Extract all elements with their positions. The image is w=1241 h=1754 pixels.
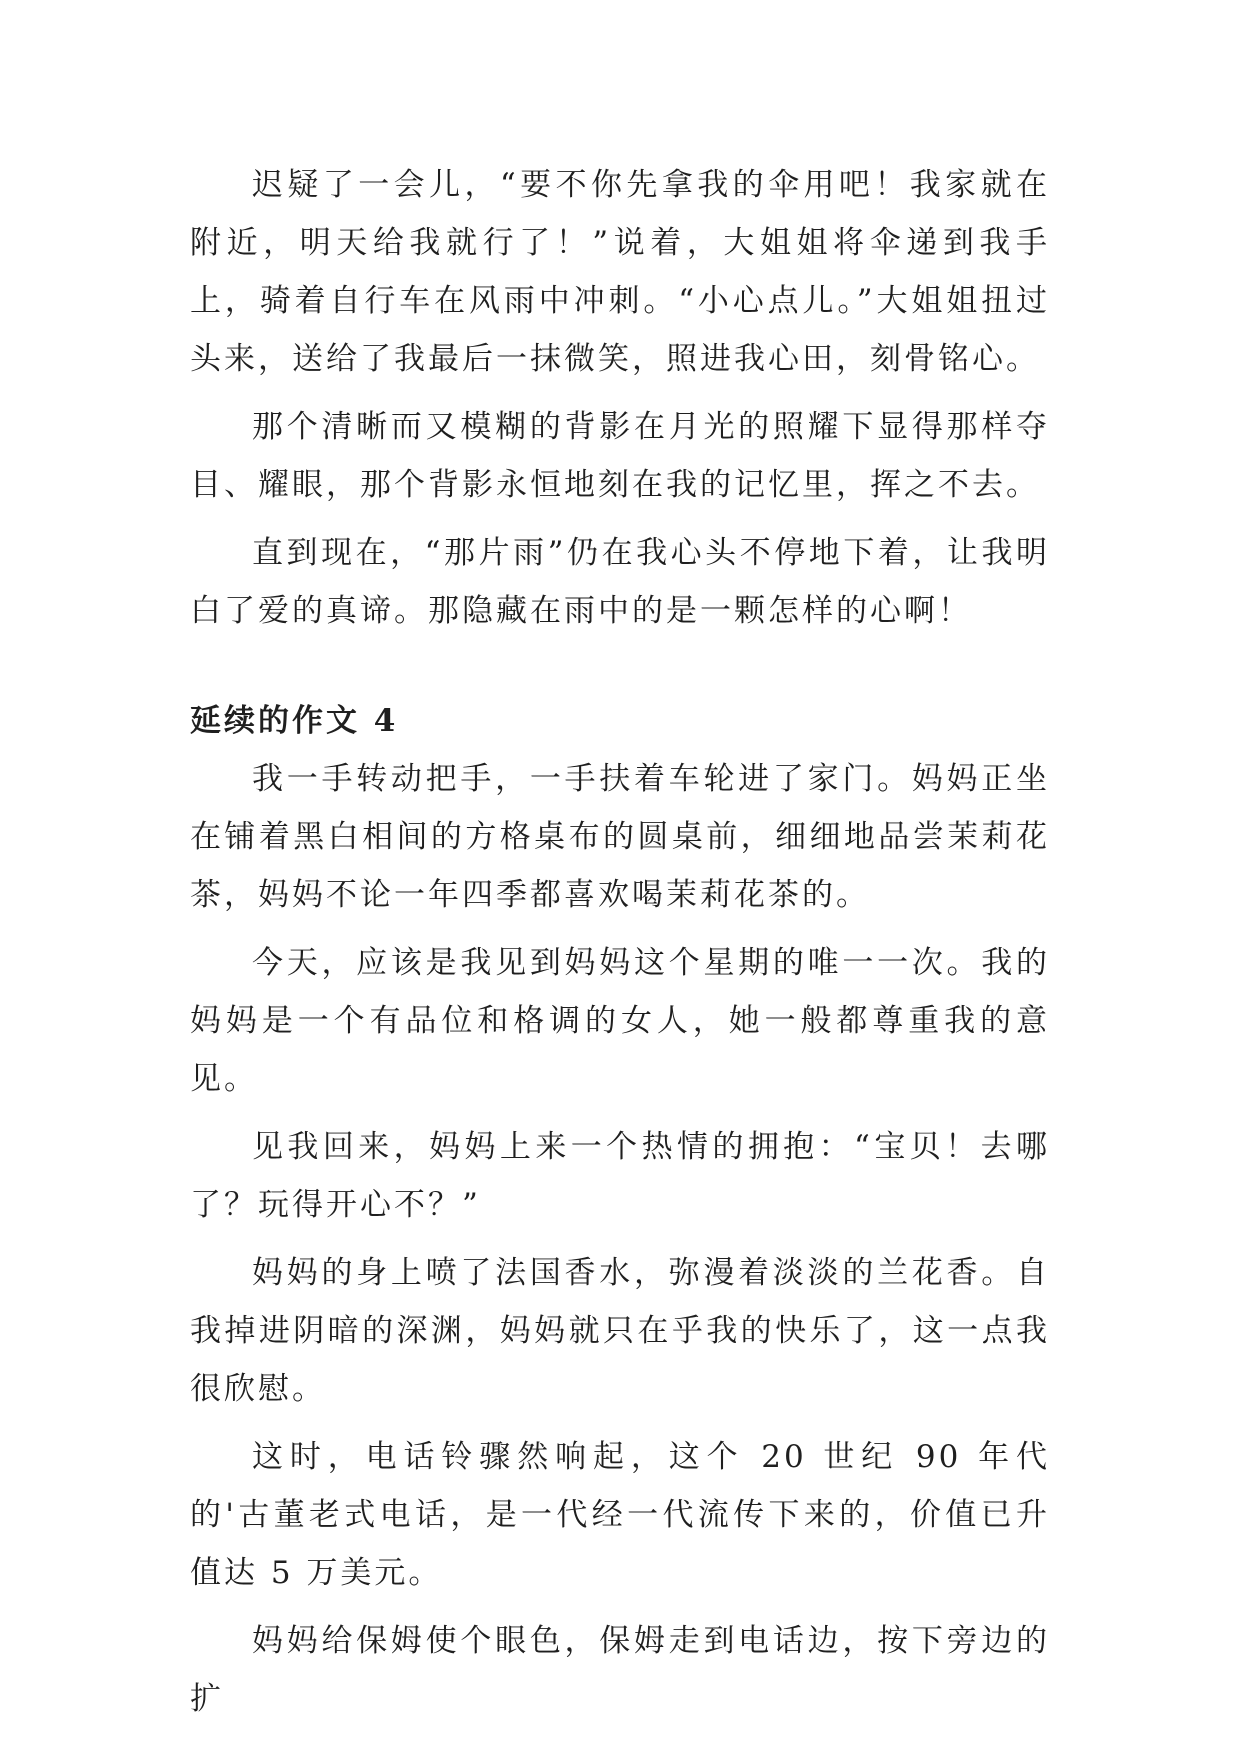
paragraph: 迟疑了一会儿，“要不你先拿我的伞用吧！我家就在附近，明天给我就行了！”说着，大姐姐将伞递到我手上，骑着自行车在风雨中冲刺。“小心点儿。”大姐姐扭过头来，送给了我最后一抹微笑，照进我心田，刻骨铭心。 [190,167,1050,377]
paragraph: 今天，应该是我见到妈妈这个星期的唯一一次。我的妈妈是一个有品位和格调的女人，她一般都尊重我的意见。 [190,945,1050,1097]
paragraph: 我一手转动把手，一手扶着车轮进了家门。妈妈正坐在铺着黑白相间的方格桌布的圆桌前，细细地品尝茉莉花茶，妈妈不论一年四季都喜欢喝茉莉花茶的。 [190,761,1050,913]
paragraph: 妈妈给保姆使个眼色，保姆走到电话边，按下旁边的扩 [190,1623,1050,1717]
text-column [190,156,1050,1728]
paragraph: 这时，电话铃骤然响起，这个 20 世纪 90 年代的'古董老式电话，是一代经一代流传下来的，价值已升值达 5 万美元。 [190,1439,1050,1591]
paragraph: 那个清晰而又模糊的背影在月光的照耀下显得那样夺目、耀眼，那个背影永恒地刻在我的记忆里，挥之不去。 [190,409,1050,503]
paragraph: 见我回来，妈妈上来一个热情的拥抱：“宝贝！去哪了？玩得开心不？” [190,1129,1050,1223]
paragraph: 妈妈的身上喷了法国香水，弥漫着淡淡的兰花香。自我掉进阴暗的深渊，妈妈就只在乎我的快乐了，这一点我很欣慰。 [190,1255,1050,1407]
essay-title: 延续的作文 4 [190,703,399,739]
paragraph: 直到现在，“那片雨”仍在我心头不停地下着，让我明白了爱的真谛。那隐藏在雨中的是一颗怎样的心啊！ [190,535,1050,629]
